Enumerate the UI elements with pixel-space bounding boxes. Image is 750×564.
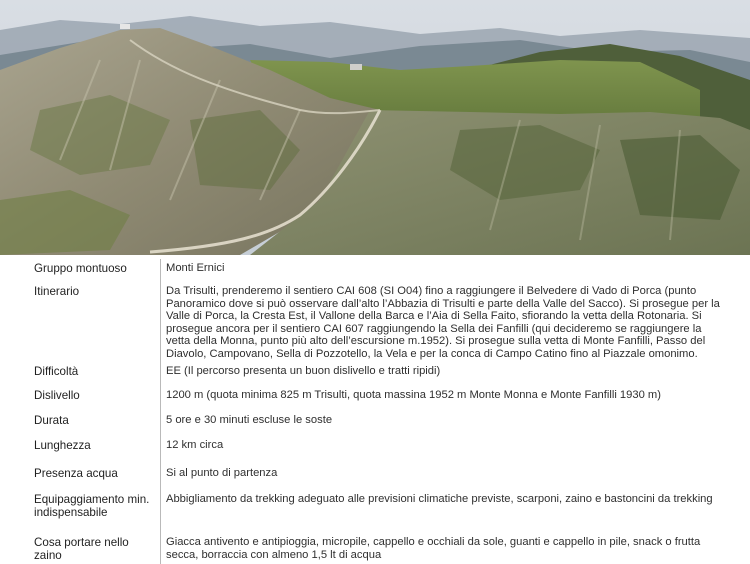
details-table: [0, 255, 750, 560]
detail-label: Difficoltà: [34, 365, 79, 378]
detail-label: Gruppo montuoso: [34, 262, 127, 275]
detail-label: Lunghezza: [34, 439, 91, 452]
detail-value: 1200 m (quota minima 825 m Trisulti, quota massina 1952 m Monte Monna e Monte Fanfilli 1930 m): [166, 389, 661, 401]
detail-value: Da Trisulti, prenderemo il sentiero CAI 608 (SI O04) fino a raggiungere il Belvedere di Vado di Porca (punto Panoramico dove si può osservare dall’alto l’Abbazia di Trisulti e parte della Valle del Sacco). Si prosegue per la Valle di Porca, la Cresta Est, il Vallone della Barca e l’Aia di Sella Faito, sfiorando la vetta della Rotonaria. Si prosegue ancora per il sentiero CAI 607 raggiungendo la Sella dei Fanfilli (qui decideremo se raggiungere la vetta della Monna, punto più alto dell’escursione m.1952). Si prosegue sulla vetta di Monte Fanfilli, Passo del Diavolo, Campovano, Sella di Pozzotello, la Vela e per la conca di Campo Catino fino al Piazzale omonimo.: [166, 285, 720, 360]
mountain-landscape-photo: [0, 0, 750, 255]
detail-label: Equipaggiamento min. indispensabile: [34, 493, 150, 519]
detail-label: Dislivello: [34, 389, 80, 402]
detail-value: Abbigliamento da trekking adeguato alle previsioni climatiche previste, scarponi, zaino e bastoncini da trekking: [166, 493, 713, 505]
detail-value: EE (Il percorso presenta un buon dislivello e tratti ripidi): [166, 365, 441, 377]
column-divider: [160, 259, 161, 564]
detail-label: Durata: [34, 414, 69, 427]
detail-label: Cosa portare nello zaino: [34, 536, 129, 562]
detail-label: Presenza acqua: [34, 467, 118, 480]
detail-label: Itinerario: [34, 285, 80, 298]
detail-value: Monti Ernici: [166, 262, 225, 274]
detail-value: 12 km circa: [166, 439, 224, 451]
detail-value: Giacca antivento e antipioggia, micropile, cappello e occhiali da sole, guanti e cappello in pile, snack o frutta secca, borraccia con almeno 1,5 lt di acqua: [166, 536, 701, 561]
detail-value: Si al punto di partenza: [166, 467, 278, 479]
detail-value: 5 ore e 30 minuti escluse le soste: [166, 414, 333, 426]
